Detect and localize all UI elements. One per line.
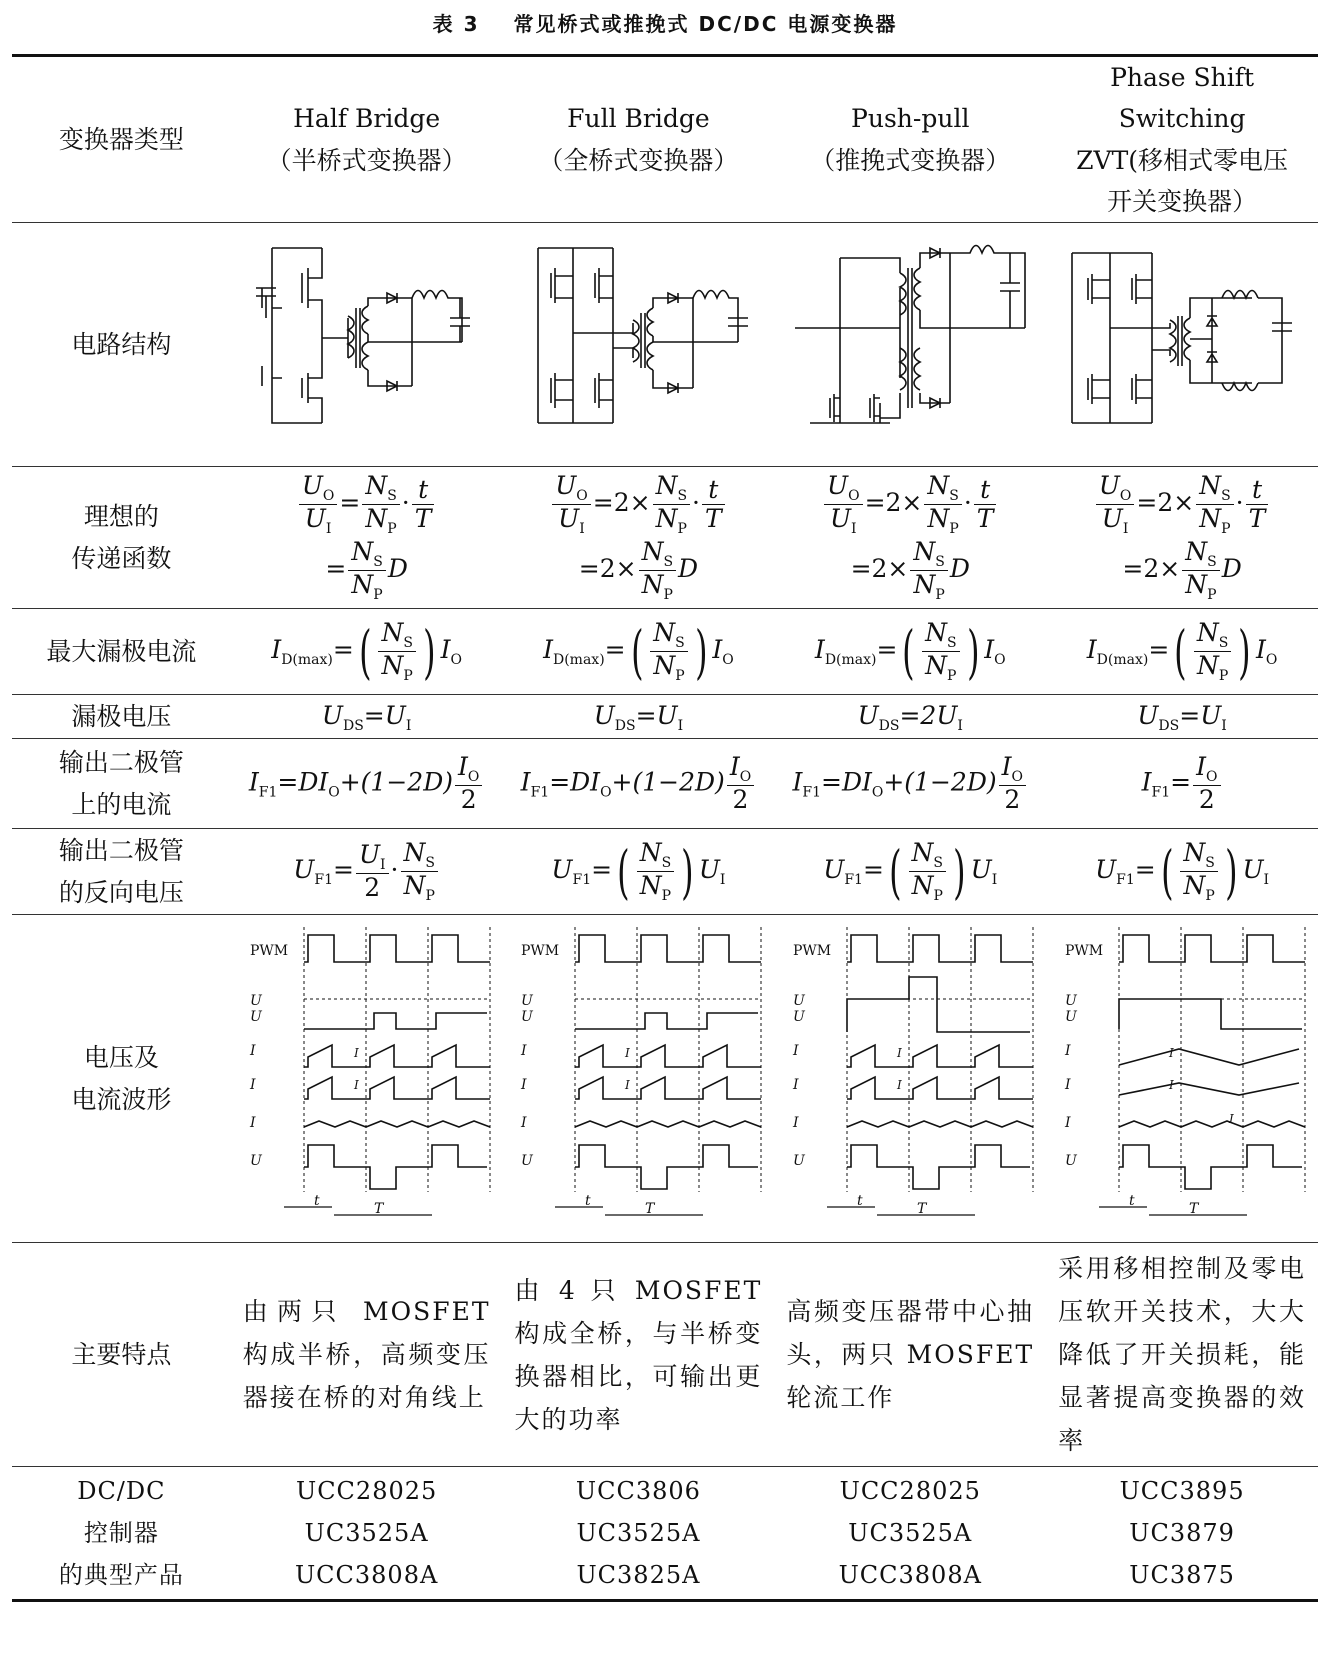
uds-full-bridge: $U_{DS}=U_I$ — [503, 695, 775, 739]
wf-label-ui: U — [793, 993, 806, 1010]
transfer-phase-shift: $\frac{U_O}{U_I}$ =2× $\frac{N_S}{N_P}$ · $\frac{t}{T}$ =2× $\frac{N_S}{N_P}$ D — [1046, 467, 1318, 609]
wf-label-uds: U — [249, 1009, 262, 1026]
svg-text:I: I — [353, 1046, 359, 1061]
controllers-phase-shift: UCC3895 UC3879 UC3875 — [1046, 1467, 1318, 1601]
if1-full-bridge: $I_{F1}=DI_O+(1-2D)$ $\frac{I_O}{2}$ — [503, 739, 775, 829]
row-controllers — [12, 1467, 1318, 1601]
svg-text:t: t — [313, 1193, 320, 1210]
wf-label-if1: I — [521, 1077, 527, 1094]
svg-text:I: I — [1169, 1078, 1174, 1093]
wf-label-if1: I — [793, 1077, 799, 1094]
row-diode-voltage — [12, 829, 1318, 915]
svg-text:I: I — [897, 1078, 902, 1093]
wf-label-ui: U — [521, 993, 534, 1010]
controllers-full-bridge: UCC3806 UC3525A UC3825A — [503, 1467, 775, 1601]
svg-text:t: t — [1129, 1193, 1135, 1210]
controllers-push-pull: UCC28025 UC3525A UCC3808A — [774, 1467, 1046, 1601]
label-transfer: 理想的 传递函数 — [12, 467, 231, 609]
converter-table — [12, 54, 1318, 1602]
label-diode-current: 输出二极管 上的电流 — [12, 739, 231, 829]
idmax-full-bridge: $I_{D(max)}=$ ( $\frac{N_S}{N_P}$ ) $I_O$ — [503, 609, 775, 695]
row-waveforms — [12, 915, 1318, 1243]
wf-label-il: I — [793, 1115, 799, 1132]
type-full-bridge: Full Bridge （全桥式变换器） — [503, 56, 775, 223]
label-drain-voltage: 漏极电压 — [12, 695, 231, 739]
svg-text:I: I — [353, 1078, 359, 1093]
wf-label-il: I — [249, 1115, 256, 1132]
wf-label-id1: I — [1065, 1043, 1071, 1060]
wf-label-id1: I — [249, 1043, 256, 1060]
svg-text:I: I — [1229, 1112, 1234, 1127]
row-features — [12, 1243, 1318, 1467]
wf-label-ui: U — [249, 993, 262, 1010]
wf-label-id1: I — [793, 1043, 799, 1060]
wf-label-pwm: PWM — [793, 943, 832, 960]
uf1-push-pull: $U_{F1}=$ ( $\frac{N_S}{N_P}$ ) $U_I$ — [774, 829, 1046, 915]
wf-label-uds: U — [1065, 1009, 1077, 1026]
features-full-bridge: 由 4 只 MOSFET 构成全桥，与半桥变换器相比，可输出更大的功率 — [503, 1243, 775, 1467]
transfer-full-bridge: $\frac{U_O}{U_I}$ =2× $\frac{N_S}{N_P}$ · $\frac{t}{T}$ =2× $\frac{N_S}{N_P}$ D — [503, 467, 775, 609]
wf-label-if1: I — [1065, 1077, 1071, 1094]
svg-text:I: I — [625, 1046, 631, 1061]
wf-label-uo: U — [793, 1153, 806, 1170]
wf-label-uds: U — [521, 1009, 534, 1026]
row-converter-type — [12, 56, 1318, 223]
svg-text:I: I — [897, 1046, 902, 1061]
wf-label-il: I — [521, 1115, 527, 1132]
if1-push-pull: $I_{F1}=DI_O+(1-2D)$ $\frac{I_O}{2}$ — [774, 739, 1046, 829]
label-max-drain-current: 最大漏极电流 — [12, 609, 231, 695]
svg-text:T: T — [1189, 1201, 1199, 1218]
uds-push-pull: $U_{DS}=2U_I$ — [774, 695, 1046, 739]
wf-label-uo: U — [249, 1153, 262, 1170]
label-features: 主要特点 — [12, 1243, 231, 1467]
circuit-phase-shift — [1046, 223, 1318, 467]
svg-text:t: t — [585, 1193, 592, 1210]
uf1-half-bridge: $U_{F1}=$ $\frac{U_I}{2}$ · $\frac{N_S}{N_P}$ — [231, 829, 503, 915]
type-push-pull: Push-pull （推挽式变换器） — [774, 56, 1046, 223]
svg-text:I: I — [1169, 1046, 1174, 1061]
svg-text:T: T — [645, 1201, 655, 1218]
row-max-drain-current — [12, 609, 1318, 695]
caption-number: 表 3 — [432, 12, 480, 36]
label-controllers: DC/DC 控制器 的典型产品 — [12, 1467, 231, 1601]
wf-label-uo: U — [1065, 1153, 1077, 1170]
idmax-half-bridge: $I_{D(max)}=$ ( $\frac{N_S}{N_P}$ ) $I_O$ — [231, 609, 503, 695]
wf-label-uds: U — [793, 1009, 806, 1026]
table-caption — [0, 8, 1330, 37]
wf-label-id1: I — [521, 1043, 527, 1060]
svg-text:t: t — [857, 1193, 863, 1210]
row-transfer — [12, 467, 1318, 609]
idmax-push-pull: $I_{D(max)}=$ ( $\frac{N_S}{N_P}$ ) $I_O$ — [774, 609, 1046, 695]
transfer-push-pull: $\frac{U_O}{U_I}$ =2× $\frac{N_S}{N_P}$ · $\frac{t}{T}$ =2× $\frac{N_S}{N_P}$ D — [774, 467, 1046, 609]
circuit-full-bridge — [503, 223, 775, 467]
features-phase-shift: 采用移相控制及零电压软开关技术，大大降低了开关损耗，能显著提高变换器的效率 — [1046, 1243, 1318, 1467]
if1-phase-shift: $I_{F1}=$ $\frac{I_O}{2}$ — [1046, 739, 1318, 829]
row-diode-current — [12, 739, 1318, 829]
wf-label-il: I — [1065, 1115, 1071, 1132]
wf-label-pwm: PWM — [1065, 943, 1104, 960]
label-converter-type: 变换器类型 — [12, 56, 231, 223]
uds-half-bridge: $U_{DS}=U_I$ — [231, 695, 503, 739]
features-half-bridge: 由两只 MOSFET 构成半桥，高频变压器接在桥的对角线上 — [231, 1243, 503, 1467]
transfer-half-bridge: $\frac{U_O}{U_I}$ = $\frac{N_S}{N_P}$ · $\frac{t}{T}$ = $\frac{N_S}{N_P}$ D — [231, 467, 503, 609]
wf-label-ui: U — [1065, 993, 1077, 1010]
wf-label-pwm: PWM — [249, 943, 288, 960]
waveforms-push-pull — [774, 915, 1046, 1243]
uf1-phase-shift: $U_{F1}=$ ( $\frac{N_S}{N_P}$ ) $U_I$ — [1046, 829, 1318, 915]
wf-label-pwm: PWM — [521, 943, 560, 960]
circuit-half-bridge — [231, 223, 503, 467]
label-diode-voltage: 输出二极管 的反向电压 — [12, 829, 231, 915]
type-phase-shift: Phase Shift Switching ZVT(移相式零电压 开关变换器） — [1046, 56, 1318, 223]
circuit-push-pull — [774, 223, 1046, 467]
svg-text:T: T — [373, 1201, 383, 1218]
features-push-pull: 高频变压器带中心抽头，两只 MOSFET 轮流工作 — [774, 1243, 1046, 1467]
wf-label-uo: U — [521, 1153, 534, 1170]
uf1-full-bridge: $U_{F1}=$ ( $\frac{N_S}{N_P}$ ) $U_I$ — [503, 829, 775, 915]
row-circuit — [12, 223, 1318, 467]
wf-label-if1: I — [249, 1077, 256, 1094]
svg-text:T: T — [917, 1201, 927, 1218]
row-drain-voltage — [12, 695, 1318, 739]
label-circuit: 电路结构 — [12, 223, 231, 467]
idmax-phase-shift: $I_{D(max)}=$ ( $\frac{N_S}{N_P}$ ) $I_O$ — [1046, 609, 1318, 695]
caption-title: 常见桥式或推挽式 DC/DC 电源变换器 — [513, 12, 898, 36]
waveforms-phase-shift — [1046, 915, 1318, 1243]
if1-half-bridge: $I_{F1}=DI_O+(1-2D)$ $\frac{I_O}{2}$ — [231, 739, 503, 829]
controllers-half-bridge: UCC28025 UC3525A UCC3808A — [231, 1467, 503, 1601]
label-waveforms: 电压及 电流波形 — [12, 915, 231, 1243]
uds-phase-shift: $U_{DS}=U_I$ — [1046, 695, 1318, 739]
type-half-bridge: Half Bridge （半桥式变换器） — [231, 56, 503, 223]
svg-text:I: I — [625, 1078, 631, 1093]
waveforms-half-bridge — [231, 915, 503, 1243]
waveforms-full-bridge — [503, 915, 775, 1243]
